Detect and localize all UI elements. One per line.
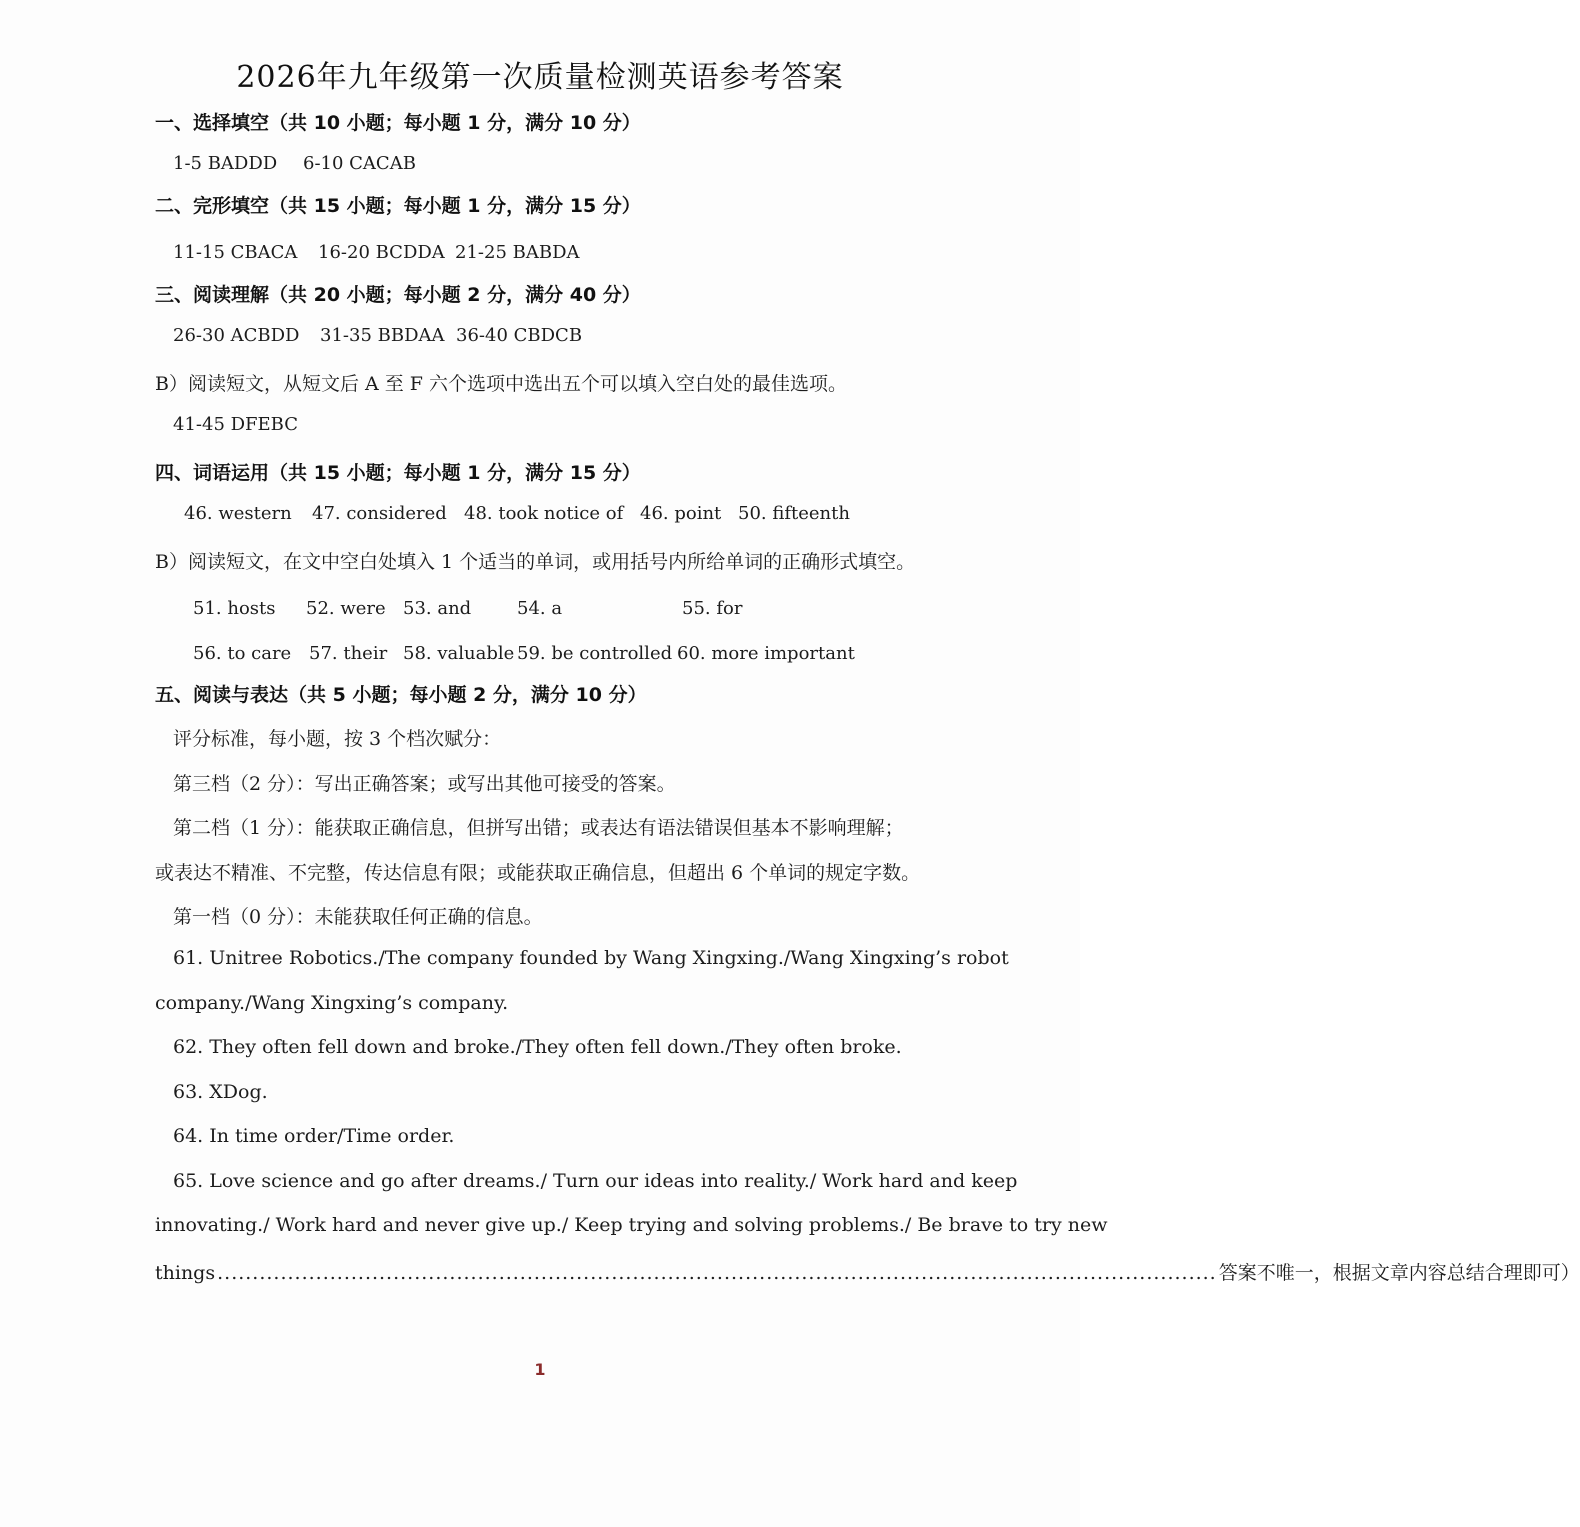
answer-65-line3: [155, 1258, 1580, 1285]
section3-answer-1: 26-30 ACBDD: [173, 325, 300, 346]
answer-61-line1: 61. Unitree Robotics./The company founded by Wang Xingxing./Wang Xingxing’s robot: [173, 947, 1009, 969]
section5-level2-line1: 第二档（1 分）：能获取正确信息，但拼写出错；或表达有语法错误但基本不影响理解；: [173, 817, 904, 839]
answer-62: 62. They often fell down and broke./They often fell down./They often broke.: [173, 1036, 902, 1058]
section2-heading: 二、完形填空（共 15 小题；每小题 1 分，满分 15 分）: [155, 195, 641, 217]
section5-level2-line2: 或表达不精准、不完整，传达信息有限；或能获取正确信息，但超出 6 个单词的规定字数。: [155, 862, 921, 884]
section4-answerB-4: 54. a: [517, 598, 563, 619]
section3-partB-answer: 41-45 DFEBC: [173, 414, 299, 435]
section2-answer-1: 11-15 CBACA: [173, 242, 298, 263]
section4-answerB-7: 57. their: [309, 643, 388, 664]
answer-63: 63. XDog.: [173, 1081, 268, 1103]
section4-answerB-9: 59. be controlled: [517, 643, 673, 664]
section3-answer-2: 31-35 BBDAA: [320, 325, 445, 346]
section4-answerB-1: 51. hosts: [193, 598, 276, 619]
answer-65-line2: innovating./ Work hard and never give up./ Keep trying and solving problems./ Be brave to try new: [155, 1214, 1108, 1236]
section3-partB-instruction: B）阅读短文，从短文后 A 至 F 六个选项中选出五个可以填入空白处的最佳选项。: [155, 373, 848, 395]
section3-heading: 三、阅读理解（共 20 小题；每小题 2 分，满分 40 分）: [155, 284, 641, 306]
answer-65-line1: 65. Love science and go after dreams./ Turn our ideas into reality./ Work hard and keep: [173, 1170, 1018, 1192]
answer-64: 64. In time order/Time order.: [173, 1125, 455, 1147]
answer-61-line2: company./Wang Xingxing’s company.: [155, 992, 509, 1014]
section1-heading: 一、选择填空（共 10 小题；每小题 1 分，满分 10 分）: [155, 112, 641, 134]
section3-answer-3: 36-40 CBDCB: [456, 325, 583, 346]
page-number: 1: [534, 1360, 546, 1379]
section4-answerB-3: 53. and: [403, 598, 472, 619]
answer-65-line3-start: things: [155, 1262, 216, 1284]
section4-answerB-6: 56. to care: [193, 643, 292, 664]
section4-answerA-3: 48. took notice of: [464, 503, 624, 524]
section4-answerA-2: 47. considered: [312, 503, 447, 524]
section4-answerB-8: 58. valuable: [403, 643, 515, 664]
section2-answer-3: 21-25 BABDA: [455, 242, 580, 263]
section4-answerA-4: 46. point: [640, 503, 722, 524]
section4-answerB-2: 52. were: [306, 598, 386, 619]
answer-65-line3-end: 答案不唯一，根据文章内容总结合理即可）: [1218, 1262, 1580, 1284]
section4-partB-instruction: B）阅读短文，在文中空白处填入 1 个适当的单词，或用括号内所给单词的正确形式填空。: [155, 551, 916, 573]
section1-answer-2: 6-10 CACAB: [303, 153, 416, 174]
section2-answer-2: 16-20 BCDDA: [318, 242, 445, 263]
section5-heading: 五、阅读与表达（共 5 小题；每小题 2 分，满分 10 分）: [155, 684, 647, 706]
section5-level1: 第一档（0 分）：未能获取任何正确的信息。: [173, 906, 543, 928]
section4-answerB-5: 55. for: [682, 598, 743, 619]
section4-answerA-5: 50. fifteenth: [738, 503, 850, 524]
section5-criteria-intro: 评分标准，每小题，按 3 个档次赋分：: [173, 728, 502, 750]
section4-answerA-1: 46. western: [184, 503, 292, 524]
section4-heading: 四、词语运用（共 15 小题；每小题 1 分，满分 15 分）: [155, 462, 641, 484]
page-title: 2026年九年级第一次质量检测英语参考答案: [236, 60, 844, 95]
section4-answerB-10: 60. more important: [677, 643, 855, 664]
section1-answer-1: 1-5 BADDD: [173, 153, 278, 174]
answer-65-dot-leader: ..............................................................................................................................................: [217, 1262, 1217, 1284]
section5-level3: 第三档（2 分）：写出正确答案；或写出其他可接受的答案。: [173, 773, 676, 795]
